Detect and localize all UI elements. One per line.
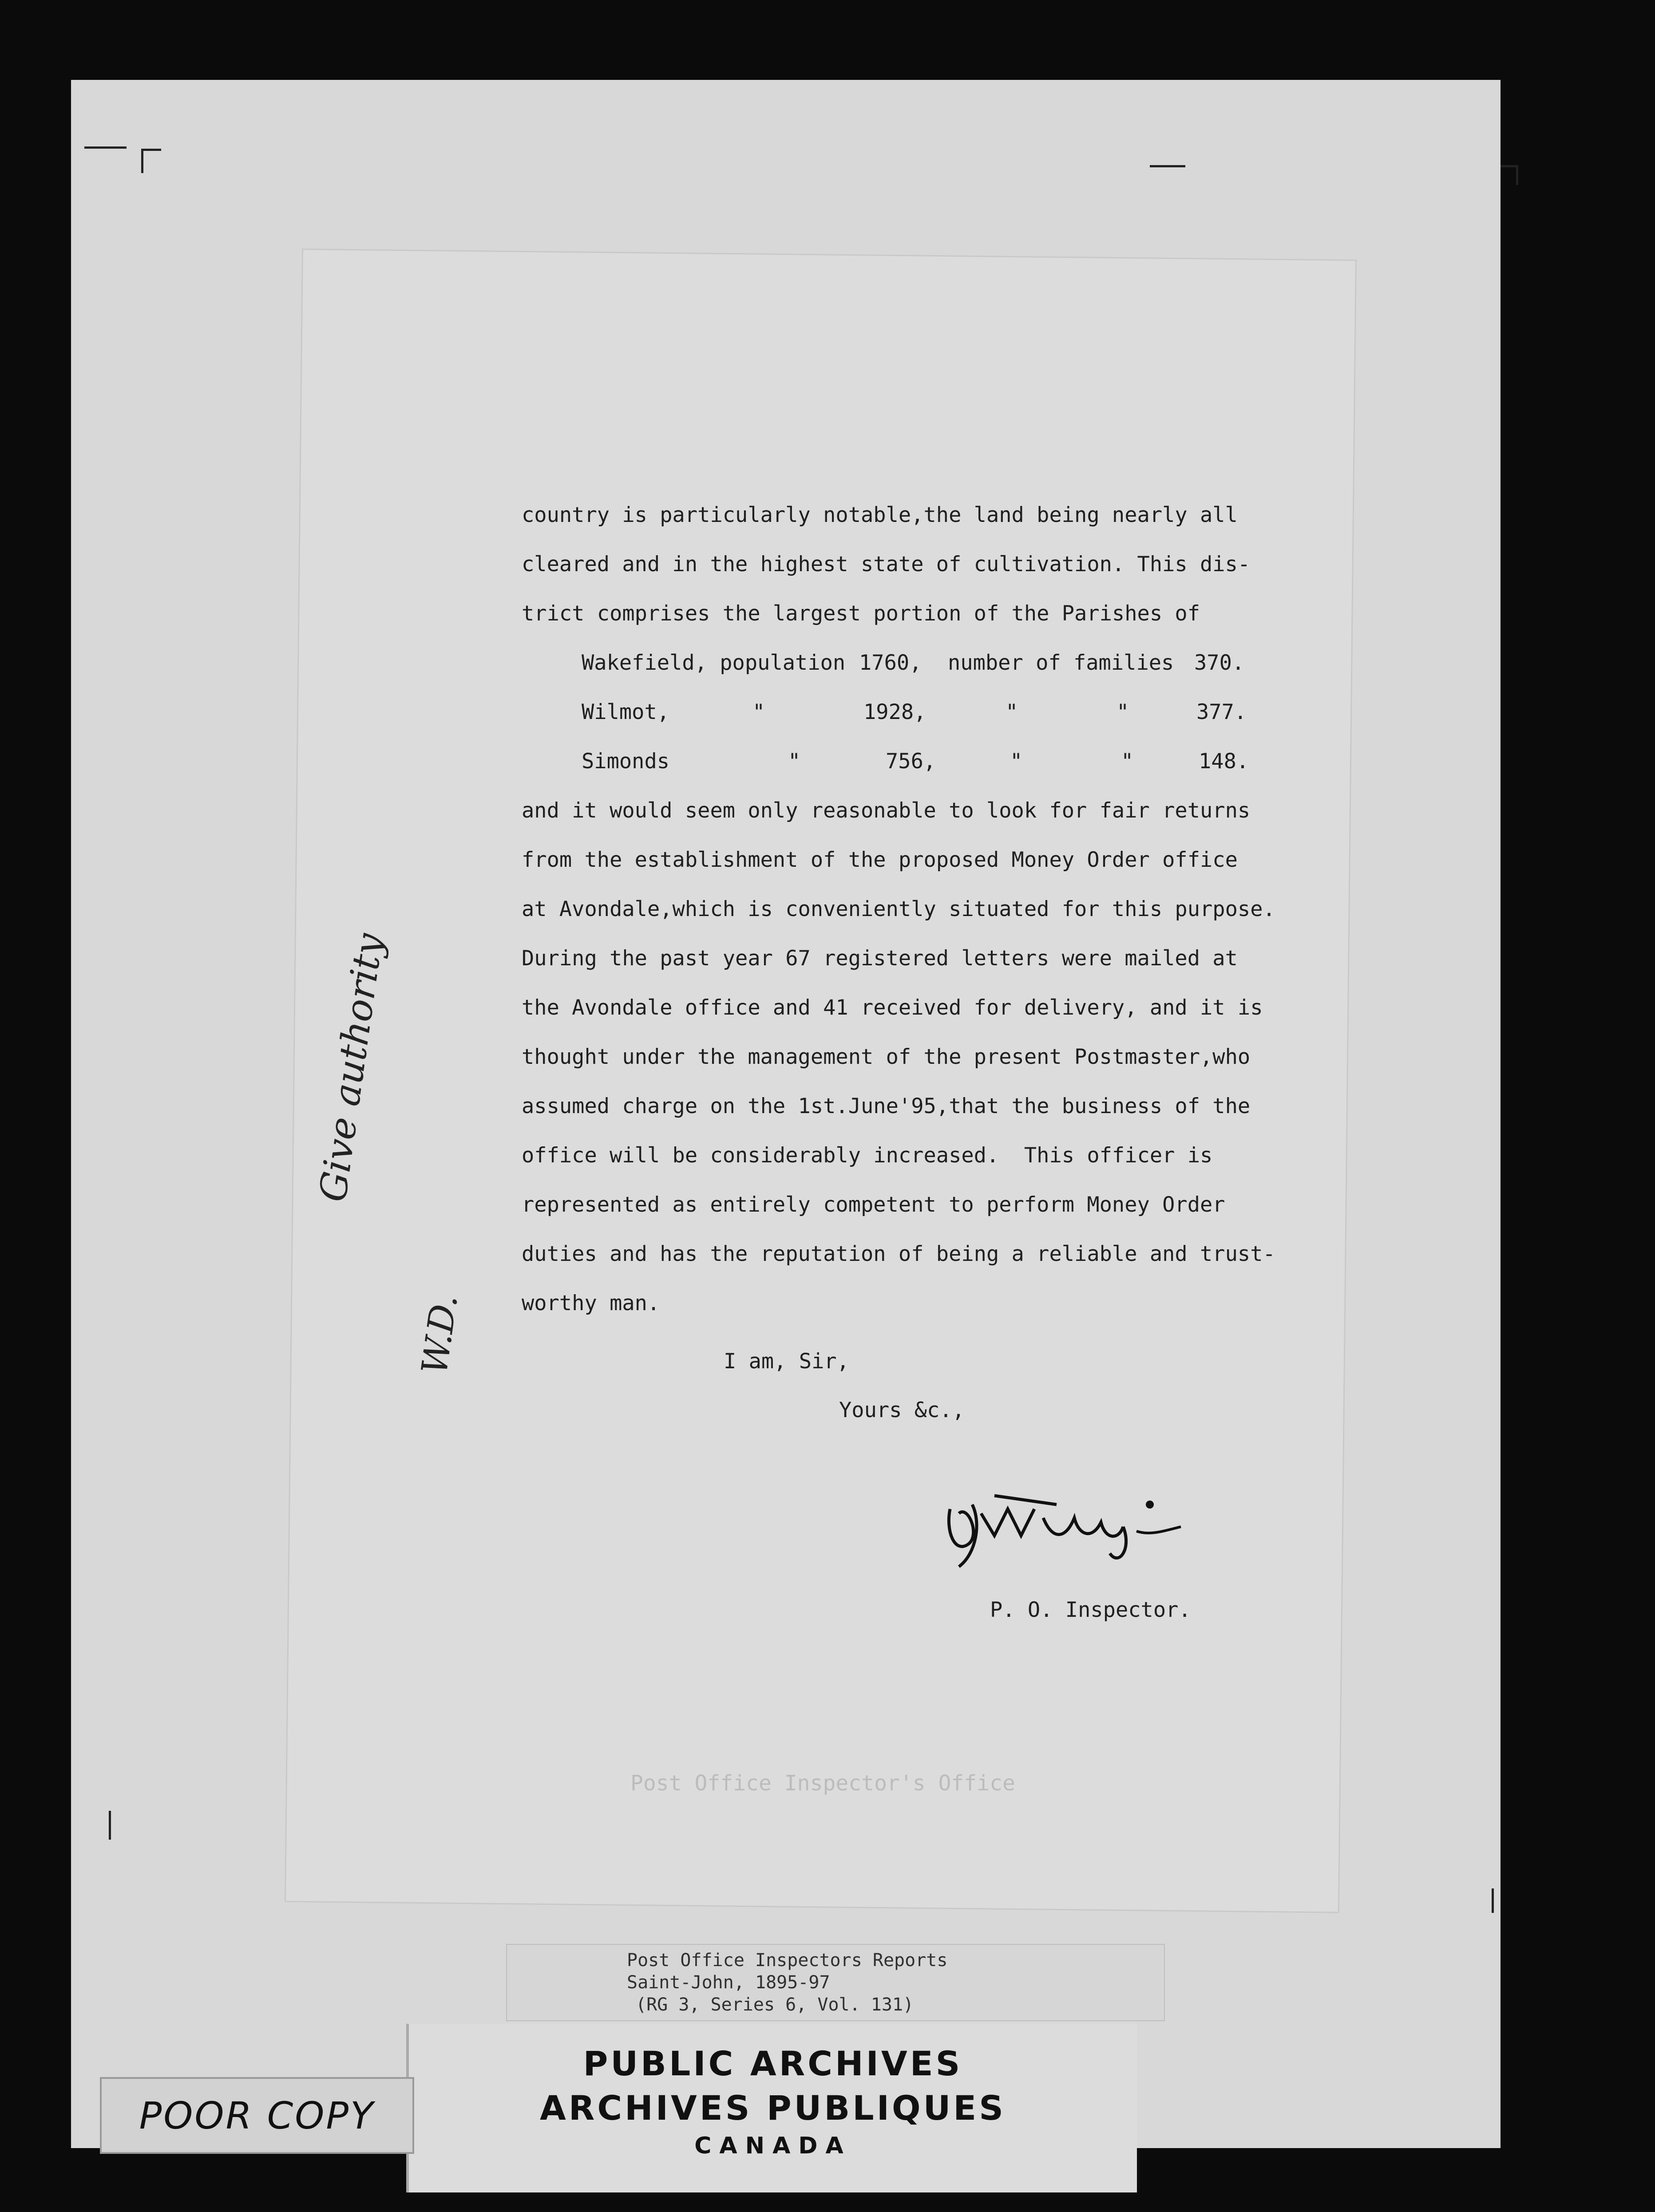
archive-label-line: Post Office Inspectors Reports	[627, 1950, 948, 1971]
crop-mark-top-center	[1150, 165, 1185, 167]
crop-mark-top-left-bar	[141, 149, 161, 151]
parish-population: 1928,	[863, 700, 926, 724]
ditto-mark: "	[788, 749, 801, 774]
parish-families: 148.	[1199, 749, 1249, 774]
parish-name: Wakefield, population	[582, 651, 846, 675]
archives-title-en: PUBLIC ARCHIVES	[583, 2044, 963, 2083]
poor-copy-label: POOR COPY	[100, 2077, 414, 2154]
parish-families-label: number of families	[948, 651, 1174, 675]
ditto-mark: "	[1121, 749, 1134, 774]
archives-title-fr: ARCHIVES PUBLIQUES	[540, 2088, 1006, 2128]
archive-label-line: Saint-John, 1895-97	[627, 1972, 830, 1993]
body-line: at Avondale,which is conveniently situated for this purpose.	[522, 897, 1275, 921]
crop-mark-top-left-v	[141, 149, 143, 173]
body-line: and it would seem only reasonable to look for fair returns	[522, 798, 1251, 823]
parish-row	[522, 638, 1303, 687]
body-line: represented as entirely competent to perform Money Order	[522, 1193, 1225, 1217]
signature	[941, 1478, 1190, 1576]
crop-mark-left	[109, 1811, 111, 1840]
body-line: the Avondale office and 41 received for delivery, and it is	[522, 995, 1263, 1020]
body-line: assumed charge on the 1st.June'95,that the business of the	[522, 1094, 1251, 1118]
parish-name: Wilmot,	[582, 700, 670, 724]
body-line: from the establishment of the proposed Money Order office	[522, 848, 1238, 872]
parish-row	[522, 737, 1303, 786]
archive-reference-label	[506, 1944, 1165, 2021]
body-line: thought under the management of the present Postmaster,who	[522, 1045, 1251, 1069]
body-line: cleared and in the highest state of cultivation. This dis-	[522, 552, 1251, 577]
parish-population: 1760,	[859, 651, 922, 675]
marginal-note: Give authority	[311, 931, 392, 1205]
ditto-mark: "	[752, 700, 765, 724]
faint-stamp: Post Office Inspector's Office	[630, 1771, 1015, 1796]
body-line: trict comprises the largest portion of the Parishes of	[522, 601, 1200, 626]
crop-mark-right	[1492, 1888, 1494, 1913]
ditto-mark: "	[1010, 749, 1023, 774]
body-line: duties and has the reputation of being a reliable and trust-	[522, 1242, 1275, 1266]
valediction: Yours &c.,	[839, 1398, 965, 1422]
body-line: worthy man.	[522, 1291, 660, 1315]
marginal-initials: W.D.	[413, 1292, 466, 1377]
archive-label-line: (RG 3, Series 6, Vol. 131)	[636, 1995, 914, 2015]
body-line: During the past year 67 registered letters were mailed at	[522, 946, 1238, 971]
body-line: country is particularly notable,the land being nearly all	[522, 503, 1238, 527]
parish-row	[522, 687, 1303, 737]
parish-name: Simonds	[582, 749, 670, 774]
public-archives-stamp	[406, 2024, 1137, 2192]
crop-mark-top-left-h	[84, 146, 127, 149]
parish-families: 377.	[1196, 700, 1247, 724]
signature-title: P. O. Inspector.	[990, 1598, 1191, 1622]
ditto-mark: "	[1006, 700, 1018, 724]
salutation: I am, Sir,	[724, 1349, 849, 1374]
ditto-mark: "	[1117, 700, 1129, 724]
parish-population: 756,	[886, 749, 936, 774]
letter-body	[522, 490, 1303, 1328]
body-line: office will be considerably increased. This officer is	[522, 1143, 1213, 1168]
parish-families: 370.	[1194, 651, 1245, 675]
archives-country: CANADA	[694, 2133, 851, 2159]
crop-mark-top-right-v	[1516, 165, 1518, 185]
crop-mark-top-right-h	[1501, 165, 1518, 167]
